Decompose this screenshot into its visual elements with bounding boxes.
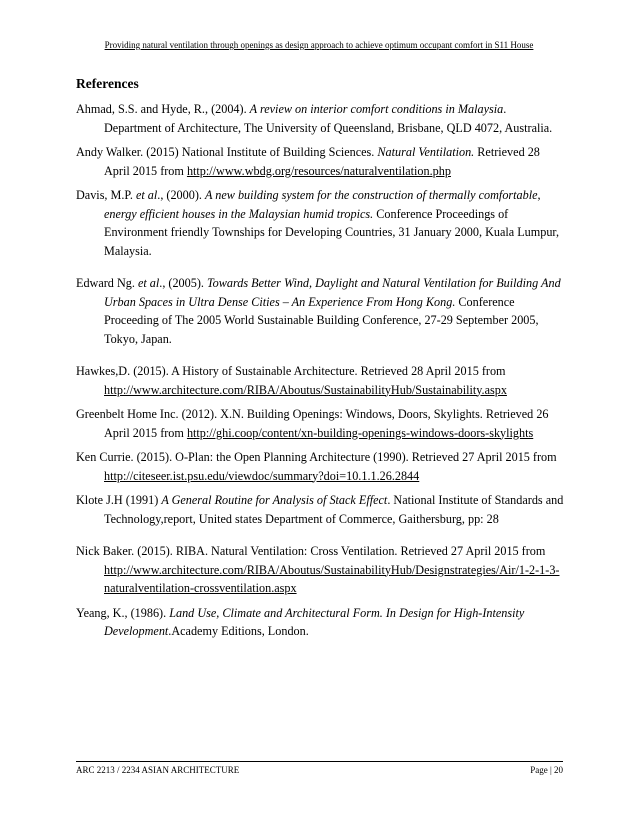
section-title: References xyxy=(76,76,139,91)
reference-year: ., (2005). xyxy=(159,276,207,290)
reference-title: Towards Better Wind, Daylight and Natural Ventilation for Building And Urban Spaces in Ultra Dense Cities – An Experience From Hong Kong. xyxy=(104,276,561,309)
reference-item xyxy=(76,491,564,528)
reference-item xyxy=(76,542,564,598)
reference-item xyxy=(76,143,564,180)
reference-authors: Greenbelt Home Inc. (2012). X.N. Building Openings: Windows, Doors, Skylights. Retrieved 26 April 2015 from xyxy=(76,407,549,440)
reference-details: Conference Proceedings of Environment friendly Townships for Developing Countries, 31 January 2000, Kuala Lumpur, Malaysia. xyxy=(104,206,560,258)
reference-item xyxy=(76,186,564,260)
reference-list xyxy=(76,100,564,647)
reference-details: .Academy Editions, London. xyxy=(168,624,309,638)
reference-etal: et al xyxy=(137,276,160,290)
reference-title: Land Use, Climate and Architectural Form. In Design for High-Intensity Development xyxy=(104,605,525,638)
reference-link[interactable]: http://www.architecture.com/RIBA/Aboutus/SustainabilityHub/Designstrategies/Air/1-2-1-3-naturalventilation-crossventilation.aspx xyxy=(104,562,560,595)
reference-item xyxy=(76,100,564,137)
reference-link[interactable]: http://ghi.coop/content/xn-building-openings-windows-doors-skylights xyxy=(186,425,534,440)
reference-link[interactable]: http://citeseer.ist.psu.edu/viewdoc/summary?doi=10.1.1.26.2844 xyxy=(104,468,420,483)
page-number: Page | 20 xyxy=(530,765,563,775)
reference-year: ., (2000). xyxy=(157,188,205,202)
reference-item xyxy=(76,362,564,399)
reference-item xyxy=(76,448,564,485)
reference-link[interactable]: http://www.wbdg.org/resources/naturalventilation.php xyxy=(186,163,451,178)
reference-link[interactable]: http://www.architecture.com/RIBA/Aboutus/SustainabilityHub/Sustainability.aspx xyxy=(104,382,507,397)
reference-title: Natural Ventilation. xyxy=(377,145,475,159)
reference-title: A new building system for the construction of thermally comfortable, energy efficient houses in the Malaysian humid tropics. xyxy=(104,188,541,221)
reference-authors: Davis, M.P. xyxy=(76,188,136,202)
footer-course: ARC 2213 / 2234 ASIAN ARCHITECTURE xyxy=(76,765,240,775)
reference-authors: Hawkes,D. (2015). A History of Sustainable Architecture. Retrieved 28 April 2015 from xyxy=(76,364,506,378)
reference-details: . National Institute of Standards and Technology,report, United states Department of Commerce, Gaithersburg, pp: 28 xyxy=(104,493,564,526)
reference-etal: et al xyxy=(135,188,158,202)
page-footer xyxy=(76,761,563,775)
reference-authors: Ken Currie. (2015). O-Plan: the Open Planning Architecture (1990). Retrieved 27 April 2015 from xyxy=(76,450,557,464)
reference-authors: Nick Baker. (2015). RIBA. Natural Ventilation: Cross Ventilation. Retrieved 27 April 2015 from xyxy=(76,544,546,558)
running-header: Providing natural ventilation through openings as design approach to achieve optimum occupant comfort in S11 House xyxy=(104,40,534,50)
reference-details: Conference Proceeding of The 2005 World Sustainable Building Conference, 27-29 September 2005, Tokyo, Japan. xyxy=(104,294,539,346)
reference-title: A General Routine for Analysis of Stack Effect xyxy=(161,493,388,507)
reference-item xyxy=(76,604,564,641)
reference-authors: Edward Ng. xyxy=(76,276,138,290)
reference-item xyxy=(76,274,564,348)
reference-authors: Andy Walker. (2015) National Institute of Building Sciences. xyxy=(76,145,375,159)
reference-authors: Klote J.H (1991) xyxy=(76,493,162,507)
reference-item xyxy=(76,405,564,442)
reference-details: . Department of Architecture, The University of Queensland, Brisbane, QLD 4072, Australia. xyxy=(104,102,553,135)
reference-title: A review on interior comfort conditions in Malaysia xyxy=(249,102,504,116)
reference-authors: Ahmad, S.S. and Hyde, R., (2004). xyxy=(76,102,247,116)
reference-details: Retrieved 28 April 2015 from xyxy=(104,145,540,178)
reference-authors: Yeang, K., (1986). xyxy=(76,605,170,620)
